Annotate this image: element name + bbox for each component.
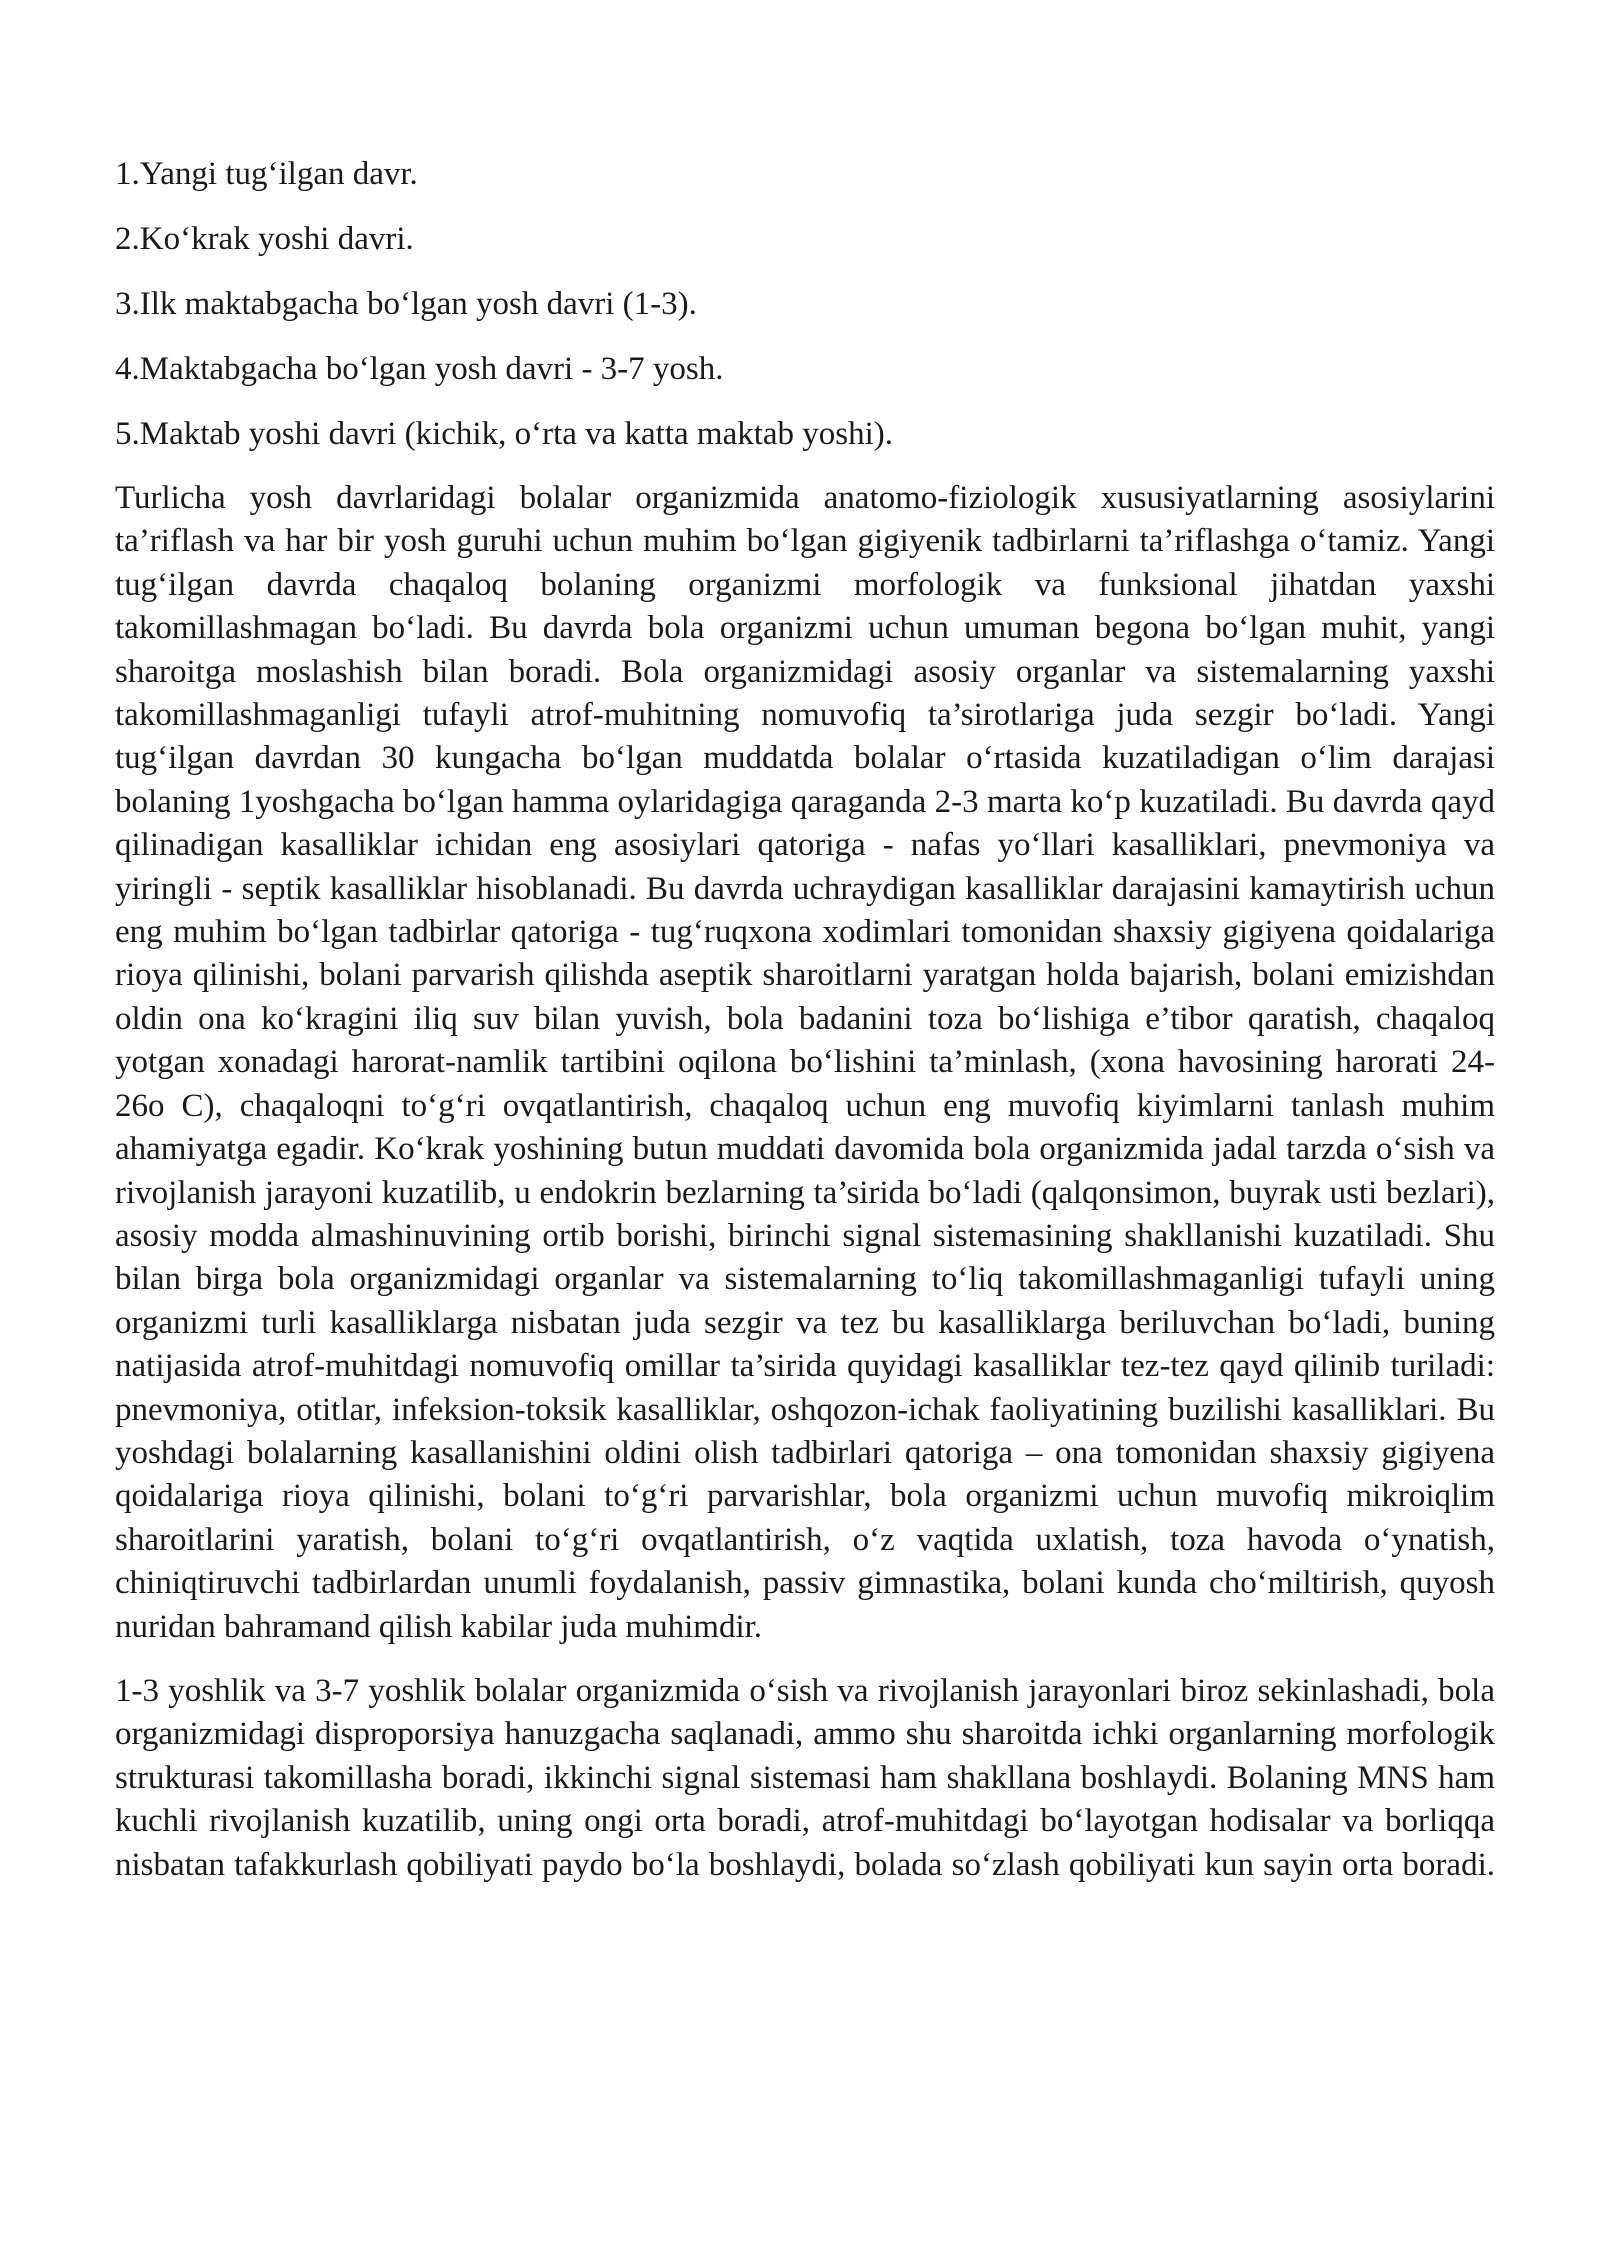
- age-period-item-4: 4.Maktabgacha bo‘lgan yosh davri - 3-7 yosh.: [115, 351, 724, 387]
- age-period-item-3: 3.Ilk maktabgacha bo‘lgan yosh davri (1-3).: [115, 286, 697, 322]
- age-period-item-2: 2.Ko‘krak yoshi davri.: [115, 221, 414, 257]
- body-paragraph-2: 1-3 yoshlik va 3-7 yoshlik bolalar organizmida o‘sish va rivojlanish jarayonlari biroz sekinlashadi, bola organizmidagi disproporsiya hanuzgacha saqlanadi, ammo shu sharoitda ichki organlarning morfologik strukturasi takomillasha boradi, ikkinchi signal sistemasi ham shakllana boshlaydi. Bolaning MNS ham kuchli rivojlanish kuzatilib, uning ongi orta boradi, atrof-muhitdagi bo‘layotgan hodisalar va borliqqa nisbatan tafakkurlash qobiliyati paydo bo‘la boshlaydi, bolada so‘zlash qobiliyati kun sayin orta boradi.: [115, 1672, 1495, 1883]
- body-paragraph-1: Turlicha yosh davrlaridagi bolalar organizmida anatomo-fiziologik xususiyatlarning asosiylarini ta’riflash va har bir yosh guruhi uchun muhim bo‘lgan gigiyenik tadbirlarni ta’riflashga o‘tamiz. Yangi tug‘ilgan davrda chaqaloq bolaning organizmi morfologik va funksional jihatdan yaxshi takomillashmagan bo‘ladi. Bu davrda bola organizmi uchun umuman begona bo‘lgan muhit, yangi sharoitga moslashish bilan boradi. Bola organizmidagi asosiy organlar va sistemalarning yaxshi takomillashmaganligi tufayli atrof-muhitning nomuvofiq ta’sirotlariga juda sezgir bo‘ladi. Yangi tug‘ilgan davrdan 30 kungacha bo‘lgan muddatda bolalar o‘rtasida kuzatiladigan o‘lim darajasi bolaning 1yoshgacha bo‘lgan hamma oylaridagiga qaraganda 2-3 marta ko‘p kuzatiladi. Bu davrda qayd qilinadigan kasalliklar ichidan eng asosiylari qatoriga - nafas yo‘llari kasalliklari, pnevmoniya va yiringli - septik kasalliklar hisoblanadi. Bu davrda uchraydigan kasalliklar darajasini kamaytirish uchun eng muhim bo‘lgan tadbirlar qatoriga - tug‘ruqxona xodimlari tomonidan shaxsiy gigiyena qoidalariga rioya qilinishi, bolani parvarish qilishda aseptik sharoitlarni yaratgan holda bajarish, bolani emizishdan oldin ona ko‘kragini iliq suv bilan yuvish, bola badanini toza bo‘lishiga e’tibor qaratish, chaqaloq yotgan xonadagi harorat-namlik tartibini oqilona bo‘lishini ta’minlash, (xona havosining harorati 24-26o C), chaqaloqni to‘g‘ri ovqatlantirish, chaqaloq uchun eng muvofiq kiyimlarni tanlash muhim ahamiyatga egadir. Ko‘krak yoshining butun muddati davomida bola organizmida jadal tarzda o‘sish va rivojlanish jarayoni kuzatilib, u endokrin bezlarning ta’sirida bo‘ladi (qalqonsimon, buyrak usti bezlari), asosiy modda almashinuvining ortib borishi, birinchi signal sistemasining shakllanishi kuzatiladi. Shu bilan birga bola organizmidagi organlar va sistemalarning to‘liq takomillashmaganligi tufayli uning organizmi turli kasalliklarga nisbatan juda sezgir va tez bu kasalliklarga beriluvchan bo‘ladi, buning natijasida atrof-muhitdagi nomuvofiq omillar ta’sirida quyidagi kasalliklar tez-tez qayd qilinib turiladi: pnevmoniya, otitlar, infeksion-toksik kasalliklar, oshqozon-ichak faoliyatining buzilishi kasalliklari. Bu yoshdagi bolalarning kasallanishini oldini olish tadbirlari qatoriga – ona tomonidan shaxsiy gigiyena qoidalariga rioya qilinishi, bolani to‘g‘ri parvarishlar, bola organizmi uchun muvofiq mikroiqlim sharoitlarini yaratish, bolani to‘g‘ri ovqatlantirish, o‘z vaqtida uxlatish, toza havoda o‘ynatish, chiniqtiruvchi tadbirlardan unumli foydalanish, passiv gimnastika, bolani kunda cho‘miltirish, quyosh nuridan bahramand qilish kabilar juda muhimdir.: [115, 480, 1495, 1645]
- page-content: [115, 152, 1495, 1887]
- age-period-item-5: 5.Maktab yoshi davri (kichik, o‘rta va katta maktab yoshi).: [115, 416, 894, 452]
- age-period-item-1: 1.Yangi tug‘ilgan davr.: [115, 156, 418, 192]
